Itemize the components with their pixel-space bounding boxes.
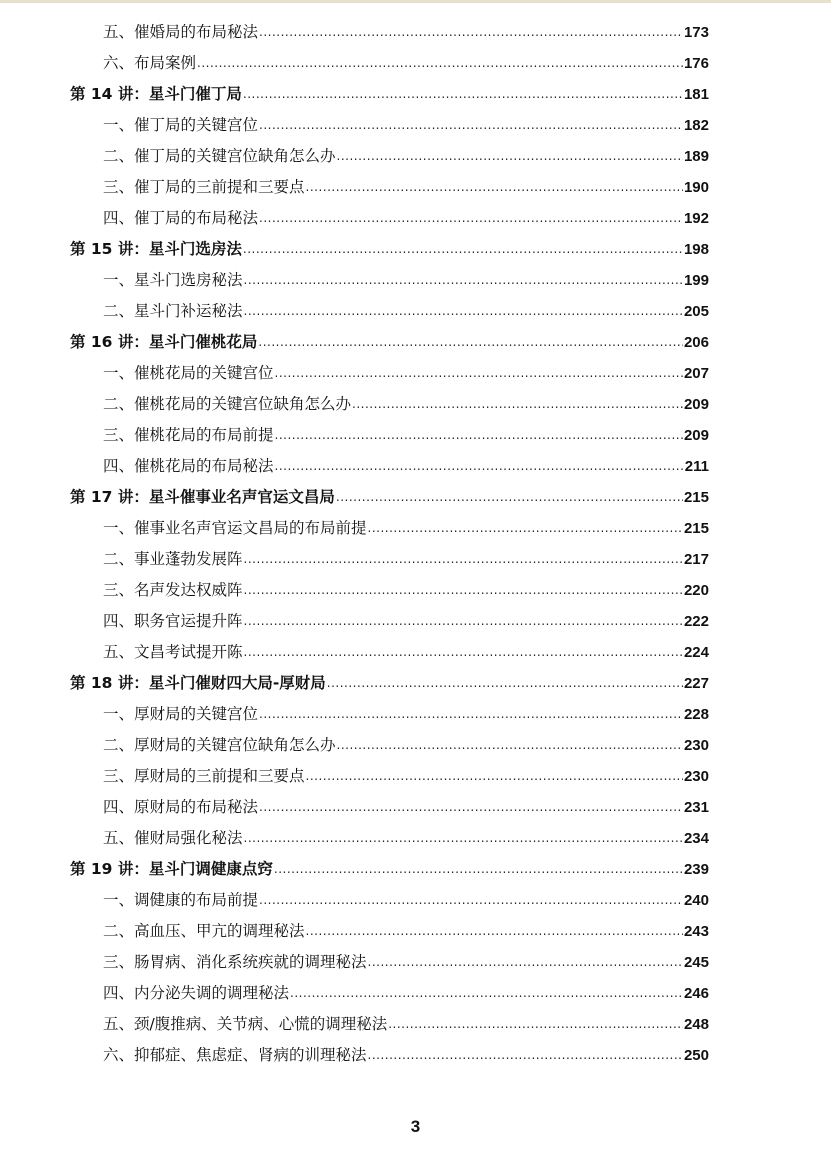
dot-leader xyxy=(244,544,683,575)
dot-leader xyxy=(259,885,683,916)
toc-entry[interactable] xyxy=(0,885,831,916)
toc-entry[interactable] xyxy=(0,420,831,451)
toc-entry-title: 二、催丁局的关键宫位缺角怎么办 xyxy=(103,147,336,165)
toc-chapter-title: 第 17 讲：星斗催事业名声官运文昌局 xyxy=(70,488,335,506)
toc-entry-title: 五、催财局强化秘法 xyxy=(103,829,243,847)
dot-leader xyxy=(368,947,683,978)
toc-entry-page: 230 xyxy=(683,737,709,754)
toc-entry-page: 246 xyxy=(683,985,709,1002)
toc-entry[interactable] xyxy=(0,823,831,854)
dot-leader xyxy=(336,482,683,513)
toc-entry[interactable] xyxy=(0,916,831,947)
toc-entry-page: 209 xyxy=(683,396,709,413)
toc-chapter-title: 第 19 讲：星斗门调健康点窍 xyxy=(70,860,273,878)
toc-entry[interactable] xyxy=(0,513,831,544)
toc-entry-title: 四、内分泌失调的调理秘法 xyxy=(103,984,290,1002)
toc-entry[interactable] xyxy=(0,761,831,792)
toc-chapter[interactable] xyxy=(0,482,831,513)
top-rule xyxy=(0,0,831,3)
toc-entry[interactable] xyxy=(0,1040,831,1071)
dot-leader xyxy=(244,265,683,296)
toc-chapter[interactable] xyxy=(0,327,831,358)
toc-entry[interactable] xyxy=(0,17,831,48)
toc-entry[interactable] xyxy=(0,699,831,730)
dot-leader xyxy=(274,854,683,885)
toc-entry-page: 220 xyxy=(683,582,709,599)
dot-leader xyxy=(259,203,683,234)
toc-entry[interactable] xyxy=(0,544,831,575)
dot-leader xyxy=(327,668,683,699)
toc-entry[interactable] xyxy=(0,172,831,203)
toc-entry[interactable] xyxy=(0,358,831,389)
toc-entry-title: 一、催事业名声官运文昌局的布局前提 xyxy=(103,519,367,537)
toc-entry-page: 190 xyxy=(683,179,709,196)
toc-entry[interactable] xyxy=(0,203,831,234)
dot-leader xyxy=(259,17,683,48)
toc-entry-page: 209 xyxy=(683,427,709,444)
toc-chapter-title: 第 15 讲：星斗门选房法 xyxy=(70,240,242,258)
toc-entry-page: 243 xyxy=(683,923,709,940)
toc-chapter[interactable] xyxy=(0,668,831,699)
dot-leader xyxy=(244,606,683,637)
toc-chapter-title: 第 16 讲：星斗门催桃花局 xyxy=(70,333,258,351)
dot-leader xyxy=(306,761,683,792)
dot-leader xyxy=(244,637,683,668)
toc-entry-page: 215 xyxy=(683,520,709,537)
dot-leader xyxy=(243,79,683,110)
toc-chapter-page: 181 xyxy=(683,86,709,103)
dot-leader xyxy=(244,823,683,854)
toc-entry-title: 五、文昌考试提开陈 xyxy=(103,643,243,661)
toc-entry-page: 248 xyxy=(683,1016,709,1033)
toc-chapter-title: 第 18 讲：星斗门催财四大局-厚财局 xyxy=(70,674,326,692)
toc-entry[interactable] xyxy=(0,606,831,637)
dot-leader xyxy=(275,358,683,389)
toc-entry[interactable] xyxy=(0,296,831,327)
toc-entry-page: 228 xyxy=(683,706,709,723)
dot-leader xyxy=(275,420,683,451)
toc-entry[interactable] xyxy=(0,451,831,482)
toc-entry-title: 三、名声发达权威阵 xyxy=(103,581,243,599)
toc-entry[interactable] xyxy=(0,978,831,1009)
toc-entry-title: 一、催桃花局的关键宫位 xyxy=(103,364,274,382)
toc-entry-page: 250 xyxy=(683,1047,709,1064)
toc-entry-page: 217 xyxy=(683,551,709,568)
toc-entry[interactable] xyxy=(0,637,831,668)
toc-entry-page: 231 xyxy=(683,799,709,816)
dot-leader xyxy=(244,575,683,606)
toc-entry-title: 五、催婚局的布局秘法 xyxy=(103,23,259,41)
dot-leader xyxy=(306,172,683,203)
toc-chapter-page: 215 xyxy=(683,489,709,506)
toc-entry-title: 六、抑郁症、焦虑症、肾病的训理秘法 xyxy=(103,1046,367,1064)
toc-entry-page: 224 xyxy=(683,644,709,661)
toc-entry-title: 四、催丁局的布局秘法 xyxy=(103,209,259,227)
dot-leader xyxy=(306,916,683,947)
toc-entry-title: 四、原财局的布局秘法 xyxy=(103,798,259,816)
toc-entry-title: 六、布局案例 xyxy=(103,54,197,72)
table-of-contents xyxy=(0,17,831,1071)
toc-entry-title: 三、肠胃病、消化系统疾就的调理秘法 xyxy=(103,953,367,971)
toc-entry-page: 211 xyxy=(684,458,709,475)
toc-chapter[interactable] xyxy=(0,234,831,265)
toc-entry[interactable] xyxy=(0,110,831,141)
toc-entry-page: 240 xyxy=(683,892,709,909)
dot-leader xyxy=(337,730,683,761)
dot-leader xyxy=(352,389,683,420)
dot-leader xyxy=(368,1040,683,1071)
dot-leader xyxy=(244,296,683,327)
toc-entry-title: 三、催桃花局的布局前提 xyxy=(103,426,274,444)
toc-entry-page: 199 xyxy=(683,272,709,289)
toc-entry[interactable] xyxy=(0,265,831,296)
toc-entry[interactable] xyxy=(0,792,831,823)
dot-leader xyxy=(243,234,683,265)
toc-entry-page: 234 xyxy=(683,830,709,847)
toc-entry-title: 二、厚财局的关键宫位缺角怎么办 xyxy=(103,736,336,754)
toc-chapter-page: 198 xyxy=(683,241,709,258)
dot-leader xyxy=(368,513,683,544)
toc-entry[interactable] xyxy=(0,1009,831,1040)
toc-entry-title: 一、星斗门选房秘法 xyxy=(103,271,243,289)
toc-entry-page: 205 xyxy=(683,303,709,320)
toc-entry-page: 230 xyxy=(683,768,709,785)
dot-leader xyxy=(337,141,683,172)
toc-entry[interactable] xyxy=(0,389,831,420)
toc-entry[interactable] xyxy=(0,141,831,172)
toc-entry-title: 四、催桃花局的布局秘法 xyxy=(103,457,274,475)
dot-leader xyxy=(259,792,683,823)
toc-entry-title: 五、颈/腹推病、关节病、心慌的调理秘法 xyxy=(103,1015,388,1033)
page-number: 3 xyxy=(410,1117,421,1136)
toc-chapter-title: 第 14 讲：星斗门催丁局 xyxy=(70,85,242,103)
toc-entry[interactable] xyxy=(0,48,831,79)
toc-entry[interactable] xyxy=(0,947,831,978)
toc-entry-page: 173 xyxy=(683,24,709,41)
toc-entry-title: 三、厚财局的三前提和三要点 xyxy=(103,767,305,785)
toc-entry-title: 二、星斗门补运秘法 xyxy=(103,302,243,320)
toc-chapter-page: 227 xyxy=(683,675,709,692)
toc-entry-page: 182 xyxy=(683,117,709,134)
toc-entry-title: 一、调健康的布局前提 xyxy=(103,891,259,909)
toc-entry-page: 245 xyxy=(683,954,709,971)
dot-leader xyxy=(259,699,683,730)
toc-entry-title: 四、职务官运提升阵 xyxy=(103,612,243,630)
toc-entry-title: 三、催丁局的三前提和三要点 xyxy=(103,178,305,196)
toc-entry[interactable] xyxy=(0,730,831,761)
toc-entry-page: 222 xyxy=(683,613,709,630)
toc-entry-title: 一、厚财局的关键宫位 xyxy=(103,705,259,723)
dot-leader xyxy=(275,451,684,482)
toc-entry-title: 二、高血压、甲亢的调理秘法 xyxy=(103,922,305,940)
toc-entry-title: 一、催丁局的关键宫位 xyxy=(103,116,259,134)
toc-chapter[interactable] xyxy=(0,79,831,110)
toc-entry-title: 二、事业蓬勃发展阵 xyxy=(103,550,243,568)
toc-entry-title: 二、催桃花局的关键宫位缺角怎么办 xyxy=(103,395,352,413)
dot-leader xyxy=(197,48,683,79)
toc-entry[interactable] xyxy=(0,575,831,606)
toc-entry-page: 207 xyxy=(683,365,709,382)
toc-chapter-page: 239 xyxy=(683,861,709,878)
toc-chapter-page: 206 xyxy=(683,334,709,351)
toc-chapter[interactable] xyxy=(0,854,831,885)
toc-entry-page: 189 xyxy=(683,148,709,165)
dot-leader xyxy=(290,978,683,1009)
toc-entry-page: 176 xyxy=(683,55,709,72)
dot-leader xyxy=(259,110,683,141)
dot-leader xyxy=(258,327,683,358)
dot-leader xyxy=(388,1009,683,1040)
toc-entry-page: 192 xyxy=(683,210,709,227)
